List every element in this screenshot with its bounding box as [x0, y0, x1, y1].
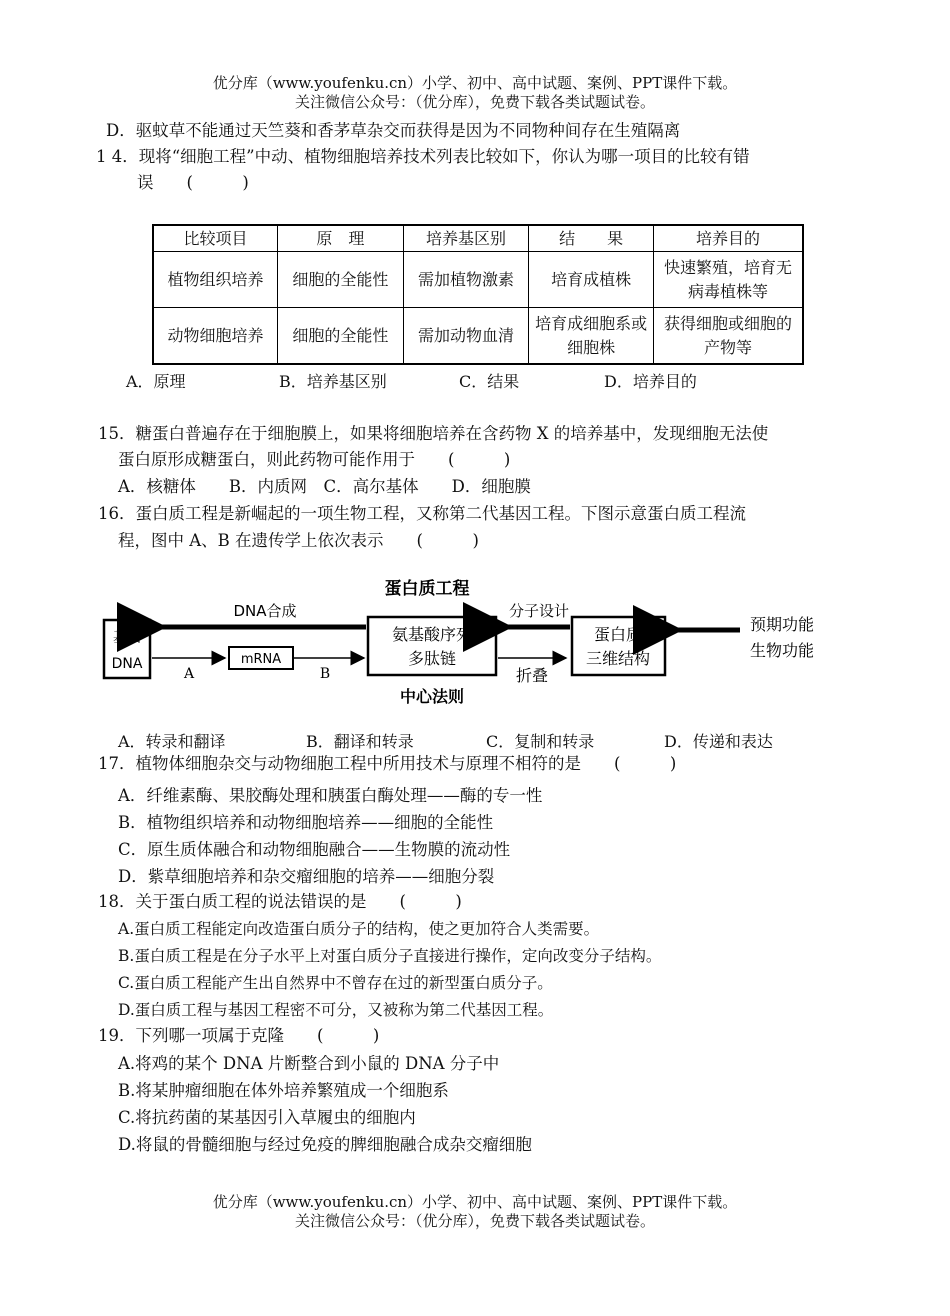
polypeptide-label: 多肽链	[407, 649, 457, 668]
table-cell: 快速繁殖，培育无病毒植株等	[653, 252, 803, 308]
q17-option-b: B．植物组织培养和动物细胞培养——细胞的全能性	[118, 813, 494, 832]
q19-stem: 19．下列哪一项属于克隆 ( )	[98, 1026, 380, 1045]
q19-option-a: A.将鸡的某个 DNA 片断整合到小鼠的 DNA 分子中	[118, 1054, 500, 1073]
header-line-2: 关注微信公众号：（优分库），免费下载各类试题试卷。	[294, 93, 655, 111]
dna-label: DNA	[111, 656, 143, 672]
header-line-1: 优分库（www.youfenku.cn）小学、初中、高中试题、案例、PPT课件下载。	[212, 74, 738, 92]
q14-option-c: C．结果	[459, 372, 520, 391]
q19-option-c: C.将抗药菌的某基因引入草履虫的细胞内	[118, 1108, 416, 1127]
table-cell: 需加植物激素	[403, 252, 529, 308]
table-cell: 动物细胞培养	[153, 308, 278, 365]
table-cell: 需加动物血清	[403, 308, 529, 365]
protein-label: 蛋白质	[593, 625, 643, 644]
table-cell: 培育成植株	[529, 252, 654, 308]
q17-option-c: C．原生质体融合和动物细胞融合——生物膜的流动性	[118, 840, 511, 859]
table-header-cell: 比较项目	[153, 225, 278, 252]
footer-line-2: 关注微信公众号：（优分库），免费下载各类试题试卷。	[294, 1212, 655, 1230]
central-dogma-label: 中心法则	[399, 687, 465, 706]
q15-stem-line-2: 蛋白原形成糖蛋白，则此药物可能作用于 ( )	[118, 450, 511, 469]
q18-option-c: C.蛋白质工程能产生出自然界中不曾存在过的新型蛋白质分子。	[118, 974, 553, 992]
q14-option-a: A．原理	[126, 372, 186, 391]
biological-function-label: 生物功能	[750, 641, 815, 660]
q18-option-b: B.蛋白质工程是在分子水平上对蛋白质分子直接进行操作，定向改变分子结构。	[118, 947, 662, 965]
table-header-cell: 原 理	[278, 225, 404, 252]
table-row	[153, 252, 803, 308]
comparison-table	[152, 224, 804, 365]
label-a: A	[183, 666, 195, 682]
protein-engineering-diagram	[0, 570, 950, 720]
folding-label: 折叠	[515, 666, 549, 685]
q17-option-d: D．紫草细胞培养和杂交瘤细胞的培养——细胞分裂	[118, 867, 495, 886]
q19-option-d: D.将鼠的骨髓细胞与经过免疫的脾细胞融合成杂交瘤细胞	[118, 1135, 532, 1154]
q15-stem-line-1: 15．糖蛋白普遍存在于细胞膜上，如果将细胞培养在含药物 X 的培养基中，发现细胞无法使	[98, 424, 769, 443]
molecular-design-label: 分子设计	[508, 602, 570, 620]
q14-option-b: B．培养基区别	[279, 372, 387, 391]
q16-option-c: C．复制和转录	[486, 732, 595, 751]
table-header-row	[153, 225, 803, 252]
q15-options: A．核糖体 B．内质网 C．高尔基体 D．细胞膜	[118, 477, 531, 496]
table-cell: 培育成细胞系或细胞株	[529, 308, 654, 365]
table-row	[153, 308, 803, 365]
gene-label: 基因	[113, 630, 141, 646]
q19-option-b: B.将某肿瘤细胞在体外培养繁殖成一个细胞系	[118, 1081, 449, 1100]
q13-option-d: D．驱蚊草不能通过天竺葵和香茅草杂交而获得是因为不同物种间存在生殖隔离	[106, 121, 681, 140]
q14-option-d: D．培养目的	[604, 372, 697, 391]
table-cell: 细胞的全能性	[278, 252, 404, 308]
dna-synthesis-label: DNA合成	[233, 602, 297, 620]
table-header-cell: 培养基区别	[403, 225, 529, 252]
mrna-label: mRNA	[240, 652, 282, 667]
q14-stem-line-1: 1 4．现将“细胞工程”中动、植物细胞培养技术列表比较如下，你认为哪一项目的比较有错	[96, 147, 750, 166]
amino-acid-label: 氨基酸序列	[391, 625, 473, 644]
table-header-cell: 培养目的	[653, 225, 803, 252]
q16-option-d: D．传递和表达	[664, 732, 773, 751]
q18-stem: 18．关于蛋白质工程的说法错误的是 ( )	[98, 892, 462, 911]
q17-stem: 17．植物体细胞杂交与动物细胞工程中所用技术与原理不相符的是 ( )	[98, 754, 677, 773]
table-header-cell: 结 果	[529, 225, 654, 252]
table-cell: 细胞的全能性	[278, 308, 404, 365]
expected-function-label: 预期功能	[750, 615, 815, 634]
table-cell: 植物组织培养	[153, 252, 278, 308]
q18-option-d: D.蛋白质工程与基因工程密不可分，又被称为第二代基因工程。	[118, 1001, 554, 1019]
q16-option-b: B．翻译和转录	[306, 732, 414, 751]
q18-option-a: A.蛋白质工程能定向改造蛋白质分子的结构，使之更加符合人类需要。	[118, 920, 600, 938]
table-cell: 获得细胞或细胞的产物等	[653, 308, 803, 365]
q17-option-a: A．纤维素酶、果胶酶处理和胰蛋白酶处理——酶的专一性	[118, 786, 543, 805]
diagram-title: 蛋白质工程	[384, 579, 470, 599]
3d-structure-label: 三维结构	[585, 649, 651, 668]
label-b: B	[319, 666, 331, 682]
q16-option-a: A．转录和翻译	[118, 732, 226, 751]
footer-line-1: 优分库（www.youfenku.cn）小学、初中、高中试题、案例、PPT课件下载。	[212, 1193, 738, 1211]
q14-stem-line-2: 误 ( )	[137, 173, 249, 192]
q16-stem-line-1: 16．蛋白质工程是新崛起的一项生物工程，又称第二代基因工程。下图示意蛋白质工程流	[98, 504, 746, 523]
q16-stem-line-2: 程，图中 A、B 在遗传学上依次表示 ( )	[118, 531, 479, 550]
